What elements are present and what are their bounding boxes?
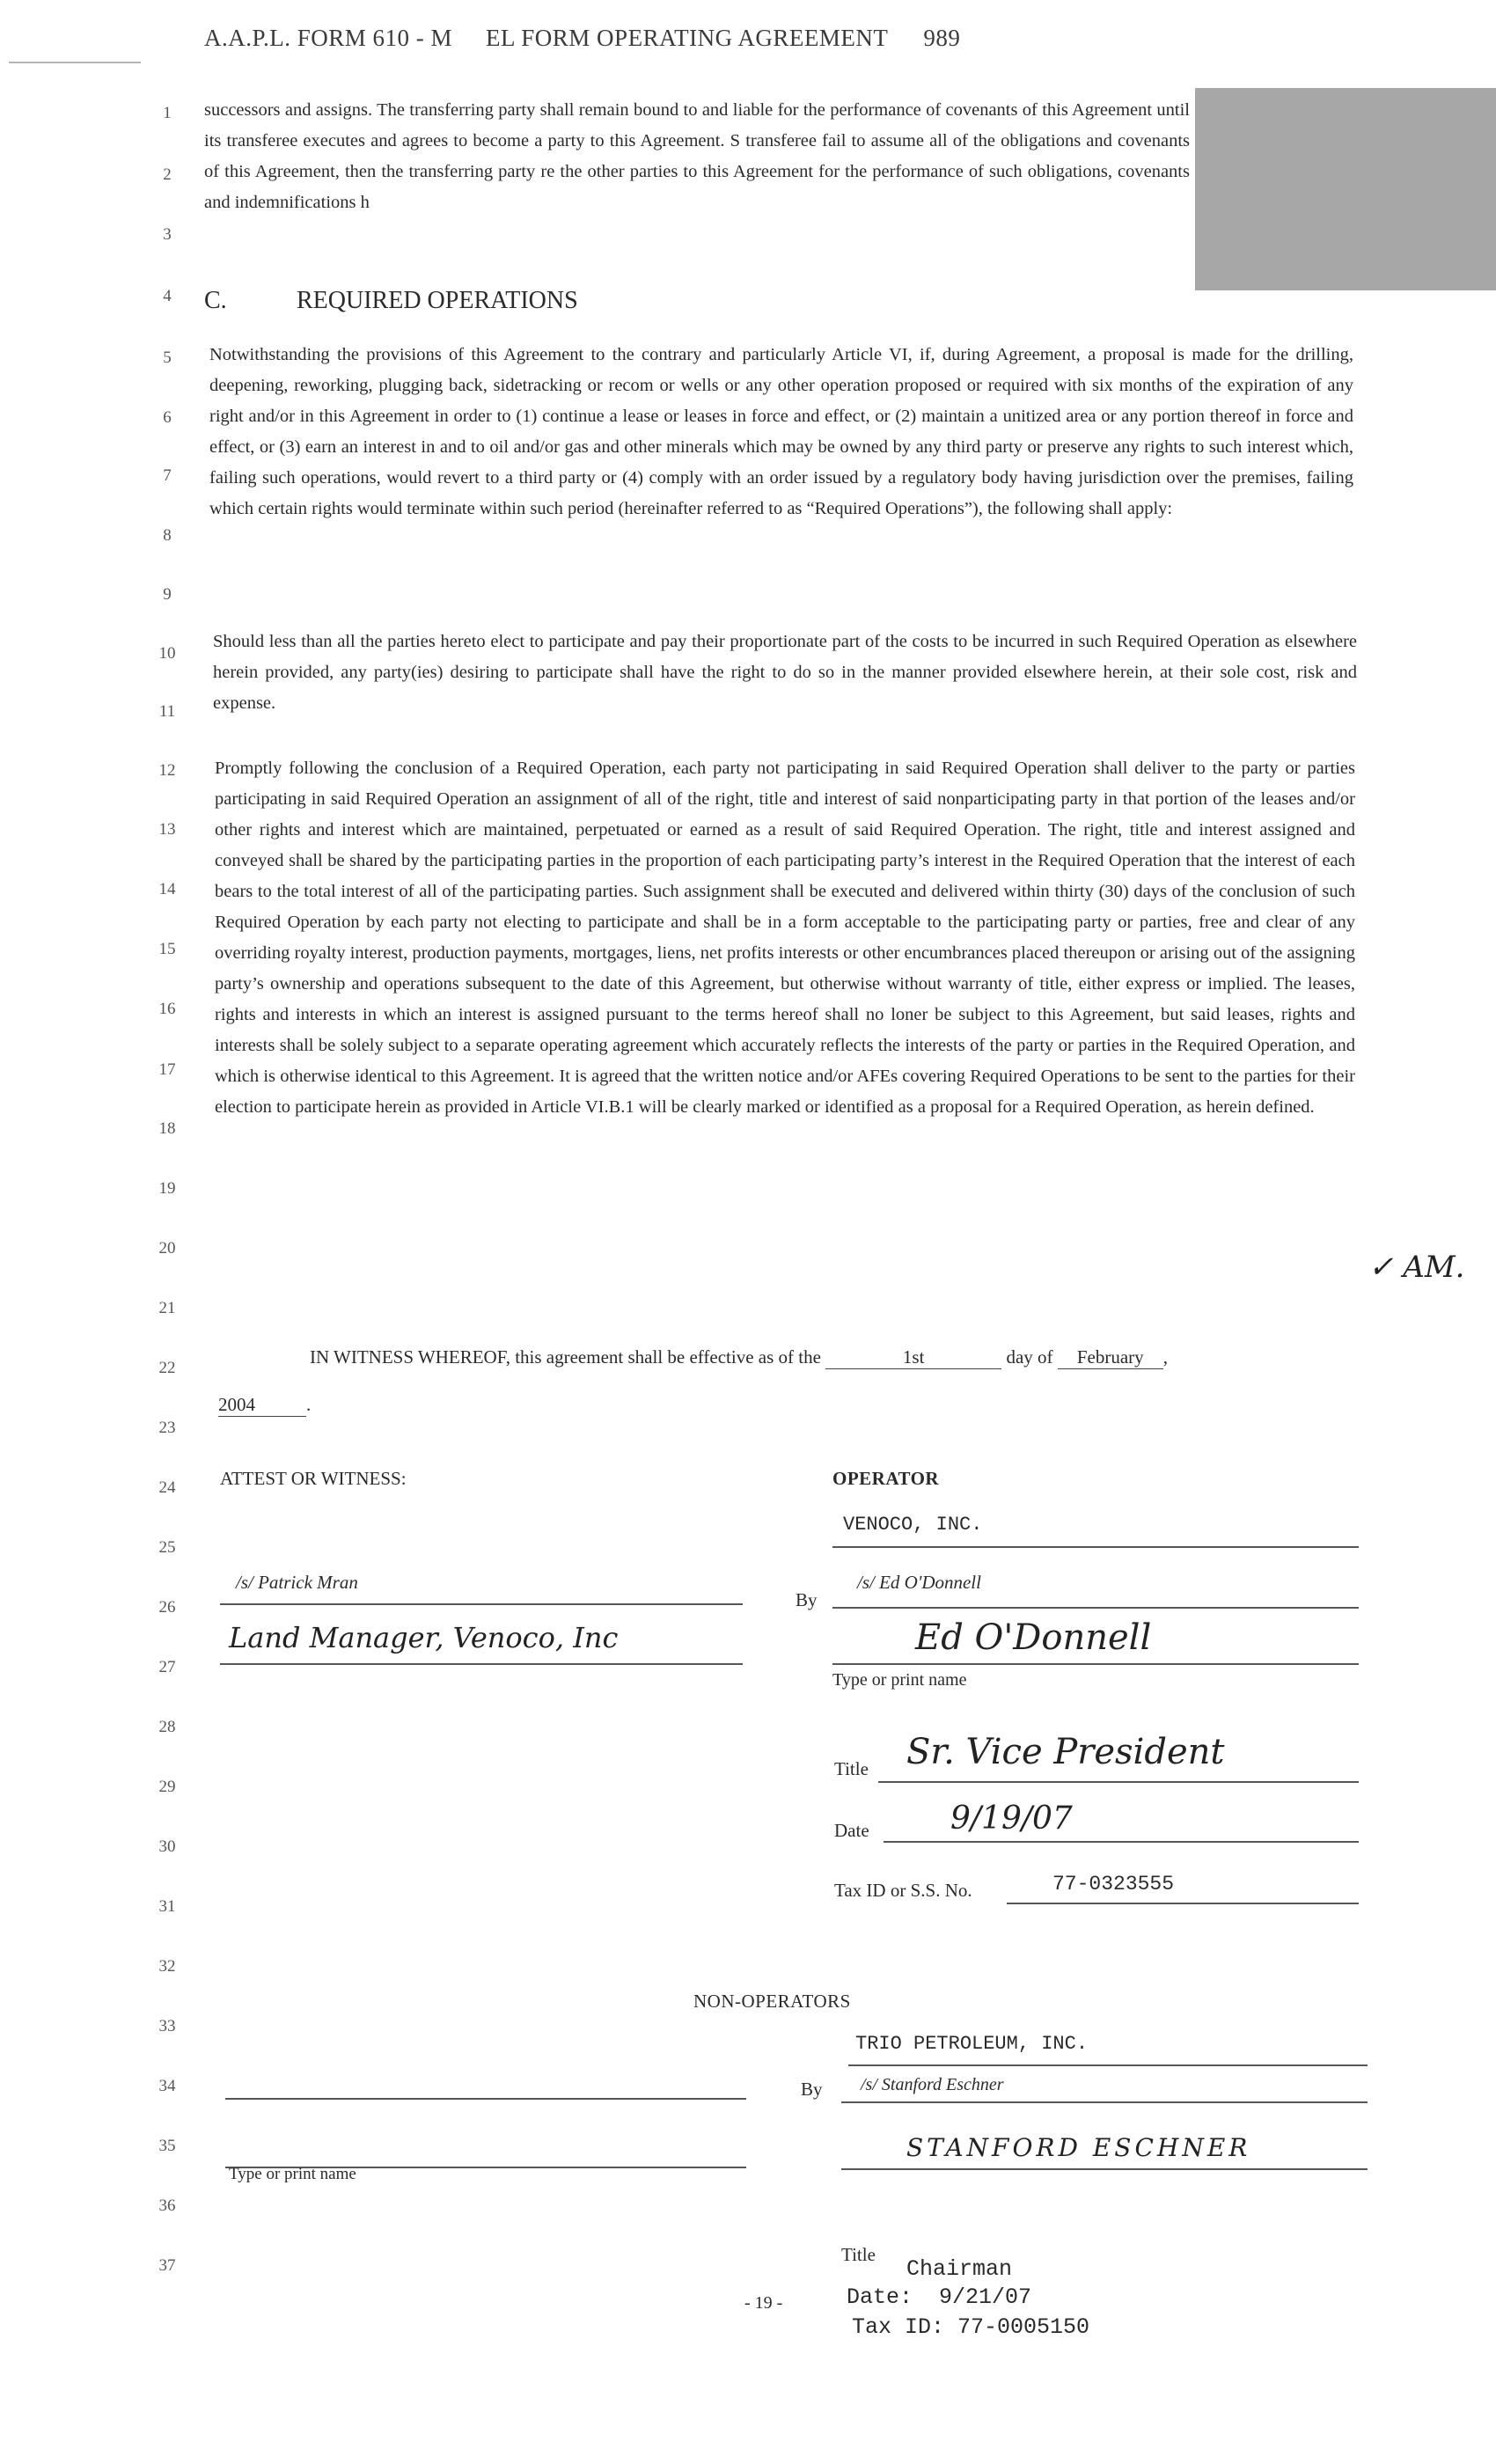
line-number: 8 xyxy=(163,526,172,545)
form-header xyxy=(204,25,960,52)
witness-comma: , xyxy=(1162,1346,1169,1368)
operator-type-or-print: Type or print name xyxy=(832,1670,967,1690)
line-number: 11 xyxy=(158,702,176,721)
non-operator-left-type-or-print: Type or print name xyxy=(229,2165,356,2183)
paragraph-required-operations: Notwithstanding the provisions of this Agreement to the contrary and particularly Article VI, if, during Agreement, a proposal is made for the drilling, deepening, reworking, plugging back, sidetracking or recom or wells or any other operation proposed or required with six months of the expiration of any right and/or in this Agreement in order to (1) continue a lease or leases in force and effect, or (2) maintain a unitized area or any portion thereof in force and effect, or (3) earn an interest in and to oil and/or gas and other minerals which may be owned by any third party or preserve any rights to such interest which, failing such operations, would revert to a third party or (4) comply with an order issued by a regulatory body having jurisdiction over the premises, failing which certain rights would terminate within such period (hereinafter referred to as “Required Operations”), the following shall apply: xyxy=(209,345,1353,518)
line-number: 31 xyxy=(158,1897,176,1916)
operator-title-line xyxy=(878,1781,1359,1783)
operator-date-value: 9/19/07 xyxy=(950,1800,1073,1837)
line-number: 9 xyxy=(163,585,172,604)
form-header-year: 989 xyxy=(923,25,961,51)
operator-company-line xyxy=(832,1546,1359,1548)
non-operator-signature: /s/ Stanford Eschner xyxy=(861,2075,1004,2094)
non-operator-title-value: Chairman xyxy=(906,2256,1013,2282)
operator-date-label: Date xyxy=(834,1820,869,1841)
line-number: 7 xyxy=(163,466,172,485)
attest-sig-line xyxy=(220,1603,743,1605)
margin-initials: ✓ AM. xyxy=(1368,1250,1465,1285)
operator-title-label: Title xyxy=(834,1758,869,1779)
line-number: 26 xyxy=(158,1598,176,1617)
line-number: 5 xyxy=(163,348,172,367)
non-operator-taxid: Tax ID: 77-0005150 xyxy=(852,2314,1090,2340)
non-operator-title-label: Title xyxy=(841,2244,876,2265)
attest-title-line xyxy=(220,1663,743,1665)
section-title: REQUIRED OPERATIONS xyxy=(297,287,578,314)
line-number: 3 xyxy=(163,225,172,244)
witness-year-line xyxy=(218,1394,311,1417)
line-number: 21 xyxy=(158,1299,176,1317)
witness-day-of: day of xyxy=(1006,1346,1053,1368)
operator-sig-line xyxy=(832,1607,1359,1609)
line-number: 23 xyxy=(158,1419,176,1437)
line-number: 16 xyxy=(158,1000,176,1018)
operator-by-label: By xyxy=(796,1589,818,1610)
line-number: 30 xyxy=(158,1837,176,1856)
form-header-title: A.A.P.L. FORM 610 - M xyxy=(204,25,453,51)
line-number: 14 xyxy=(158,880,176,898)
attest-label: ATTEST OR WITNESS: xyxy=(220,1468,407,1489)
line-number: 29 xyxy=(158,1778,176,1796)
non-operator-witness-line xyxy=(225,2098,746,2100)
operator-date-line xyxy=(884,1841,1359,1843)
line-number: 33 xyxy=(158,2017,176,2035)
line-number: 37 xyxy=(158,2256,176,2275)
line-number: 12 xyxy=(158,761,176,780)
non-operator-date: Date: 9/21/07 xyxy=(847,2284,1032,2310)
operator-label: OPERATOR xyxy=(832,1468,940,1489)
line-number: 34 xyxy=(158,2077,176,2095)
witness-clause xyxy=(310,1346,1168,1369)
paragraph-assignment: Promptly following the conclusion of a Required Operation, each party not participating in said Required Operation shall deliver to the party or parties participating in said Required Operation an assignment of all of the right, title and interest of said nonparticipating party in that portion of the leases and/or other rights and interest which are maintained, perpetuated or earned as a result of said Required Operation. The right, title and interest assigned and conveyed shall be shared by the participating parties in the proportion of each participating party’s interest in the Required Operation that the interest of each bears to the total interest of all of the participating parties. Such assignment shall be executed and delivered within thirty (30) days of the conclusion of such Required Operation by each party not electing to participate and shall be in a form acceptable to the participating party or parties, free and clear of any overriding royalty interest, production payments, mortgages, liens, net profits interests or other encumbrances placed thereupon or arising out of the assigning party’s ownership and operations subsequent to the date of this Agreement, but otherwise without warranty of title, either express or implied. The leases, rights and interests in which an interest is assigned pursuant to the terms hereof shall no loner be subject to this Agreement, but said leases, rights and interests shall be solely subject to a separate operating agreement which accurately reflects the interests of the party or parties in the Required Operation, and which is otherwise identical to this Agreement. It is agreed that the written notice and/or AFEs covering Required Operations to be sent to the parties for their election to participate herein as provided in Article VI.B.1 will be clearly marked or identified as a proposal for a Required Operation, as herein defined. xyxy=(215,759,1355,1117)
witness-year: 2004 xyxy=(218,1394,306,1417)
line-number: 15 xyxy=(158,940,176,958)
witness-day: 1st xyxy=(825,1346,1001,1369)
line-number: 27 xyxy=(158,1658,176,1676)
line-number: 22 xyxy=(158,1359,176,1377)
operator-title-value: Sr. Vice President xyxy=(906,1732,1225,1772)
redaction-block xyxy=(1195,88,1496,290)
form-header-title-b: EL FORM OPERATING AGREEMENT xyxy=(486,25,889,51)
section-letter: C. xyxy=(204,287,227,314)
paragraph-participation: Should less than all the parties hereto elect to participate and pay their proportionate part of the costs to be incurred in such Required Operation as elsewhere herein provided, any party(ies) desiring to participate shall have the right to do so in the manner provided elsewhere herein, at their sole cost, risk and expense. xyxy=(213,632,1357,713)
non-operator-by-label: By xyxy=(801,2079,823,2100)
operator-printed-name: Ed O'Donnell xyxy=(915,1617,1152,1658)
attest-handwritten-title: Land Manager, Venoco, Inc xyxy=(229,1621,619,1654)
line-number: 25 xyxy=(158,1538,176,1557)
line-number: 4 xyxy=(163,287,172,305)
witness-prefix: IN WITNESS WHEREOF, this agreement shall be effective as of the xyxy=(310,1346,821,1368)
section-heading xyxy=(204,287,578,315)
line-number: 1 xyxy=(163,104,172,122)
line-number: 6 xyxy=(163,408,172,427)
operator-company: VENOCO, INC. xyxy=(843,1514,983,1536)
intro-paragraph: successors and assigns. The transferring party shall remain bound to and liable for the performance of covenants of this Agreement until its transferee executes and agrees to become a party to this Agreement. S transferee fail to assume all of the obligations and covenants of this Agreement, then the transferring party re the other parties to this Agreement for the performance of such obligations, covenants and indemnifications h xyxy=(204,100,1190,212)
line-number: 32 xyxy=(158,1957,176,1976)
page-number: - 19 - xyxy=(744,2293,783,2313)
witness-month: February xyxy=(1058,1346,1163,1369)
non-operator-sig-line xyxy=(841,2101,1368,2103)
line-number: 10 xyxy=(158,644,176,663)
operator-signature: /s/ Ed O'Donnell xyxy=(857,1572,981,1593)
witness-period: . xyxy=(306,1394,312,1415)
line-number: 24 xyxy=(158,1478,176,1497)
operator-taxid-label: Tax ID or S.S. No. xyxy=(834,1880,972,1901)
line-number: 2 xyxy=(163,165,172,184)
line-number: 28 xyxy=(158,1718,176,1736)
operator-taxid-value: 77-0323555 xyxy=(1052,1873,1175,1896)
attest-signature: /s/ Patrick Mran xyxy=(236,1572,358,1593)
line-number: 17 xyxy=(158,1060,176,1079)
non-operator-name-line xyxy=(841,2168,1368,2170)
non-operator-company-line xyxy=(848,2064,1368,2066)
line-number: 35 xyxy=(158,2137,176,2155)
line-number: 18 xyxy=(158,1119,176,1138)
non-operator-company: TRIO PETROLEUM, INC. xyxy=(855,2033,1089,2055)
operator-name-line xyxy=(832,1663,1359,1665)
line-number: 20 xyxy=(158,1239,176,1258)
header-rule xyxy=(9,62,141,63)
non-operators-label: NON-OPERATORS xyxy=(693,1991,851,2012)
operator-taxid-line xyxy=(1007,1903,1359,1904)
non-operator-printed-name: STANFORD ESCHNER xyxy=(906,2133,1251,2162)
line-number: 36 xyxy=(158,2196,176,2215)
line-number: 19 xyxy=(158,1179,176,1198)
line-number: 13 xyxy=(158,820,176,839)
